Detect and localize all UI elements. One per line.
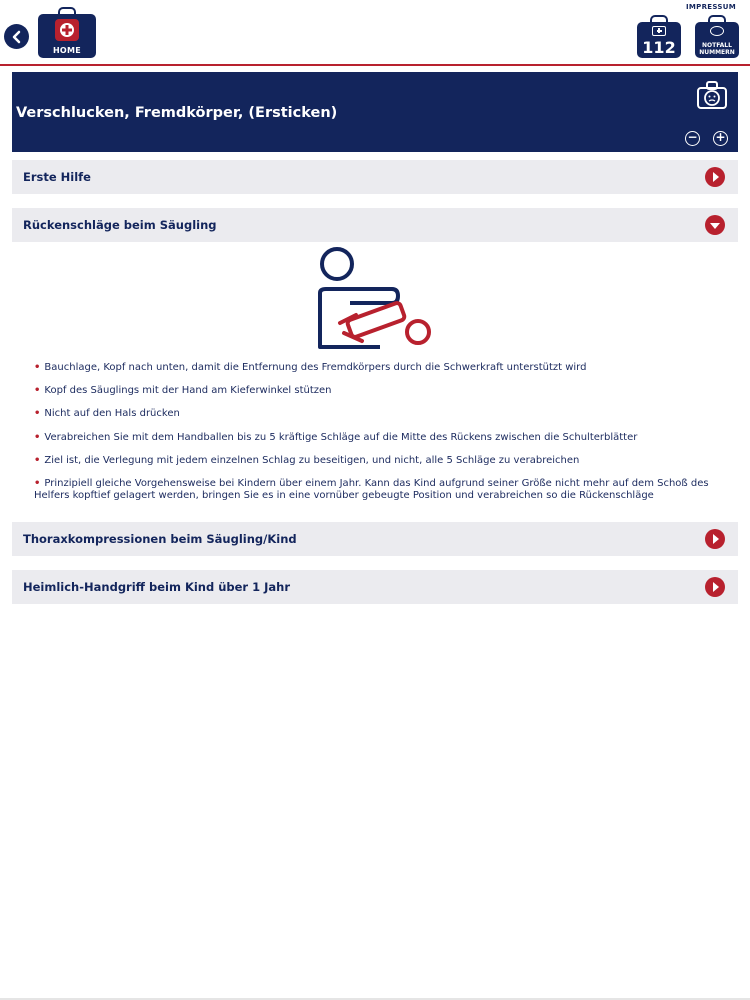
home-label: HOME [52, 46, 82, 55]
section-label: Erste Hilfe [23, 170, 91, 184]
list-item: • Bauchlage, Kopf nach unten, damit die Entfernung des Fremdkörpers durch die Schwerkraft unterstützt wird [34, 362, 587, 373]
impressum-link[interactable]: IMPRESSUM [686, 3, 736, 11]
emergency-numbers-button[interactable] [695, 22, 739, 58]
bullet-icon: • [34, 432, 41, 443]
list-item: • Prinzipiell gleiche Vorgehensweise bei Kindern über einem Jahr. Kann das Kind aufgrund seiner Größe nicht mehr auf dem Schoß des Helfers kopftief gelagert werden, bringen Sie es in eine vornüber gebeugte Position und verabreichen so die Rückenschläge [34, 478, 709, 501]
section-label: Heimlich-Handgriff beim Kind über 1 Jahr [23, 580, 291, 594]
page-title: Verschlucken, Fremdkörper, (Ersticken) [16, 105, 338, 121]
bullet-icon: • [34, 385, 41, 396]
section-label: Rückenschläge beim Säugling [23, 218, 217, 232]
emergency-numbers-label: NOTFALL NUMMERN [699, 42, 735, 56]
choking-face-icon [696, 80, 728, 110]
list-item: • Kopf des Säuglings mit der Hand am Kieferwinkel stützen [34, 385, 332, 396]
emergency-number: 112 [642, 38, 676, 57]
section-rueckenschlaege[interactable] [12, 208, 738, 242]
home-button[interactable] [38, 14, 96, 58]
section-erste-hilfe[interactable] [12, 160, 738, 194]
ambulance-icon [652, 26, 666, 36]
back-button[interactable] [4, 24, 29, 49]
bullet-icon: • [34, 455, 41, 466]
page-header [12, 72, 738, 152]
back-blows-infant-illustration [310, 245, 440, 355]
list-item: • Nicht auf den Hals drücken [34, 408, 180, 419]
emergency-112-button[interactable] [637, 22, 681, 58]
zoom-out-button[interactable]: − [685, 131, 700, 146]
bullet-icon: • [34, 408, 41, 419]
chevron-right-icon[interactable] [705, 529, 725, 549]
zoom-in-button[interactable]: + [713, 131, 728, 146]
bullet-icon: • [34, 362, 41, 373]
section-thoraxkompressionen[interactable] [12, 522, 738, 556]
list-item: • Ziel ist, die Verlegung mit jedem einzelnen Schlag zu beseitigen, und nicht, alle 5 Schläge zu verabreichen [34, 455, 580, 466]
list-item: • Verabreichen Sie mit dem Handballen bis zu 5 kräftige Schläge auf die Mitte des Rückens zwischen die Schulterblätter [34, 432, 638, 443]
chevron-right-icon[interactable] [705, 577, 725, 597]
section-heimlich-handgriff[interactable] [12, 570, 738, 604]
chevron-left-icon [10, 30, 24, 44]
first-aid-emblem-icon [55, 19, 79, 41]
phone-icon [710, 26, 724, 36]
bullet-icon: • [34, 478, 41, 489]
chevron-down-icon[interactable] [705, 215, 725, 235]
section-label: Thoraxkompressionen beim Säugling/Kind [23, 532, 297, 546]
chevron-right-icon[interactable] [705, 167, 725, 187]
top-bar [0, 0, 750, 66]
